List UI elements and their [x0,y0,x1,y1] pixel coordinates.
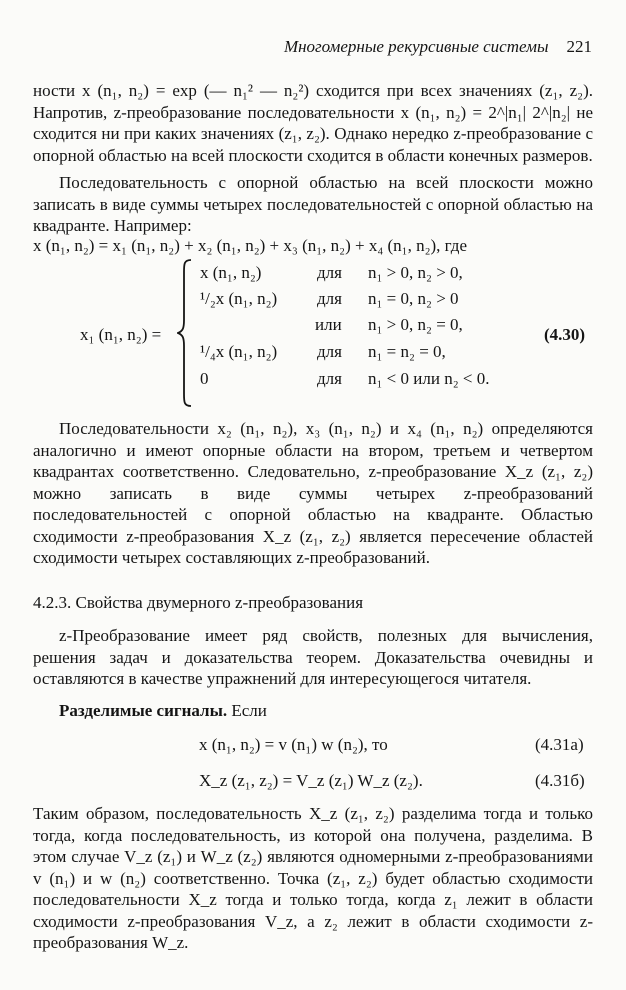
paragraph-separable: Таким образом, последовательность X_z (z₁, z₂) разделима тогда и только тогда, когда последовательность, из которой она получена, разделима. В этом случае V_z (z₁) и W_z (z₂) являются одномерными z-преобразованиями v (n₁) и w (n₂) соответственно. Точка (z₁, z₂) будет областью сходимости последовательности X_z тогда и только тогда, когда z₁ лежит в области сходимости z-преобразования V_z, а z₂ лежит в области сходимости z-преобразования W_z. [33,804,593,952]
separable-heading-line [59,701,267,721]
eq430-row4-word: для [317,342,342,361]
paragraph-top: ности x (n₁, n₂) = exp (— n₁² — n₂²) сходится при всех значениях (z₁, z₂). Напротив, z-преобразование последовательности x (n₁, n₂) = 2^|n₁| 2^|n₂| не сходится ни при каких значениях (z₁, z₂). Однако нередко z-преобразование с опорной областью на всей плоскости сходится в области конечных размеров. [33,81,593,165]
running-header [284,37,592,57]
eq430-row5-word: для [317,369,342,388]
eq430-row3-cond: n₁ > 0, n₂ = 0, [368,315,463,334]
eq430-row4-cond: n₁ = n₂ = 0, [368,342,446,361]
eq430-row2-expr: ¹/₂x (n₁, n₂) [200,289,278,308]
paragraph-other-quadrants: Последовательности x₂ (n₁, n₂), x₃ (n₁, n₂) и x₄ (n₁, n₂) определяются аналогично и имеют опорные области на втором, третьем и четвертом квадрантах соответственно. Следовательно, z-преобразование X_z (z₁, z₂) можно записать в виде суммы четырех z-преобразований последовательностей с опорной областью на квадранте. Областью сходимости z-преобразования X_z (z₁, z₂) является пересечение областей сходимости четырех составляющих z-преобразований. [33,419,593,567]
eq430-row2-cond: n₁ = 0, n₂ > 0 [368,289,459,308]
paragraph-quadrant-sum: Последовательность с опорной областью на всей плоскости можно записать в виде суммы четырех последовательностей с опорной областью на квадранте. Например: [33,173,593,235]
separable-title: Разделимые сигналы. [59,701,228,720]
quadrant-sum-equation: x (n₁, n₂) = x₁ (n₁, n₂) + x₂ (n₁, n₂) + x₃ (n₁, n₂) + x₄ (n₁, n₂), где [33,236,468,255]
equation-4-31a: x (n₁, n₂) = v (n₁) w (n₂), то [199,735,388,754]
separable-rest: Если [227,701,267,720]
eq430-row1-expr: x (n₁, n₂) [200,263,262,282]
eq430-row2-word: для [317,289,342,308]
eq430-row5-cond: n₁ < 0 или n₂ < 0. [368,369,490,388]
eq430-number: (4.30) [544,325,586,344]
page-number: 221 [566,37,592,56]
eq430-row1-word: для [317,263,342,282]
header-title: Многомерные рекурсивные системы [283,37,549,56]
eq430-row4-expr: ¹/₄x (n₁, n₂) [200,342,278,361]
left-brace [177,258,193,408]
paragraph-properties: z-Преобразование имеет ряд свойств, полезных для вычисления, решения задач и доказательства теорем. Доказательства очевидны и оставляются в качестве упражнений для интересующегося читателя. [33,626,593,688]
eq430-row3-word: или [315,315,342,334]
eq431b-number: (4.31б) [535,771,585,790]
section-heading: 4.2.3. Свойства двумерного z-преобразования [33,593,364,612]
eq430-row5-expr: 0 [200,369,209,388]
eq431a-number: (4.31а) [535,735,584,754]
equation-4-31b: X_z (z₁, z₂) = V_z (z₁) W_z (z₂). [199,771,423,790]
eq430-row1-cond: n₁ > 0, n₂ > 0, [368,263,463,282]
eq430-lhs: x₁ (n₁, n₂) = [80,325,162,344]
